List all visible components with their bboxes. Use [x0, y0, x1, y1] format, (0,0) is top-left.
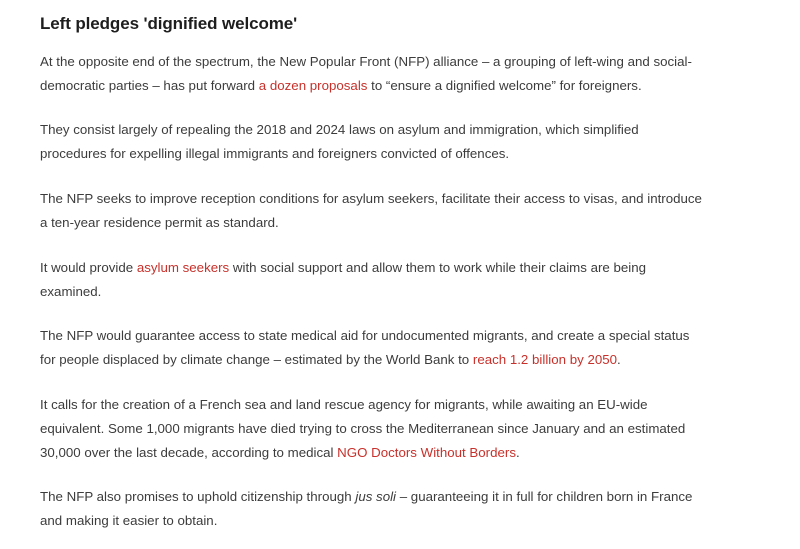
paragraph-line	[40, 485, 760, 509]
link-ngo-doctors-without-borders[interactable]: NGO Doctors Without Borders	[337, 445, 516, 460]
paragraph-line	[40, 74, 760, 98]
text-run: 30,000 over the last decade, according to medical	[40, 445, 338, 460]
text-run: to “ensure a dignified welcome” for foreigners.	[367, 78, 642, 93]
paragraph-line: a ten-year residence permit as standard.	[40, 215, 279, 230]
paragraph-line: The NFP would guarantee access to state medical aid for undocumented migrants, and create a special status	[40, 328, 690, 343]
paragraph-line: The NFP seeks to improve reception conditions for asylum seekers, facilitate their access to visas, and introduce	[40, 191, 702, 206]
text-run: democratic parties – has put forward	[40, 78, 259, 93]
paragraph-line: examined.	[40, 284, 102, 299]
italic-term-jus-soli: jus soli	[355, 489, 397, 504]
paragraph-repeal-laws	[40, 118, 760, 166]
paragraph-line: procedures for expelling illegal immigrants and foreigners convicted of offences.	[40, 146, 510, 161]
text-run: – guaranteeing it in full for children born in France	[396, 489, 693, 504]
paragraph-line: At the opposite end of the spectrum, the New Popular Front (NFP) alliance – a grouping of left-wing and social-	[40, 54, 692, 69]
paragraph-line: equivalent. Some 1,000 migrants have died trying to cross the Mediterranean since January and an estimated	[40, 421, 686, 436]
paragraph-line: and making it easier to obtain.	[40, 513, 218, 528]
text-run: .	[515, 445, 520, 460]
section-heading: Left pledges 'dignified welcome'	[40, 14, 298, 33]
paragraph-line	[40, 441, 760, 465]
link-asylum-seekers[interactable]: asylum seekers	[136, 260, 230, 275]
link-reach-1-2-billion[interactable]: reach 1.2 billion by 2050	[472, 352, 618, 367]
text-run: It would provide	[40, 260, 137, 275]
paragraph-line	[40, 256, 760, 280]
text-run: .	[617, 352, 621, 367]
paragraph-line: They consist largely of repealing the 2018 and 2024 laws on asylum and immigration, which simplified	[40, 122, 639, 137]
paragraph-line	[40, 348, 760, 372]
paragraph-nfp-alliance	[40, 50, 760, 98]
paragraph-social-support	[40, 256, 760, 304]
text-run: for people displaced by climate change – estimated by the World Bank to	[40, 352, 473, 367]
paragraph-jus-soli	[40, 485, 760, 533]
paragraph-reception-conditions	[40, 187, 760, 235]
text-run: The NFP also promises to uphold citizenship through	[40, 489, 356, 504]
text-run: with social support and allow them to work while their claims are being	[229, 260, 647, 275]
paragraph-medical-aid	[40, 324, 760, 372]
paragraph-line: It calls for the creation of a French sea and land rescue agency for migrants, while awaiting an EU-wide	[40, 397, 648, 412]
paragraph-rescue-agency	[40, 393, 760, 465]
link-dozen-proposals[interactable]: a dozen proposals	[258, 78, 368, 93]
